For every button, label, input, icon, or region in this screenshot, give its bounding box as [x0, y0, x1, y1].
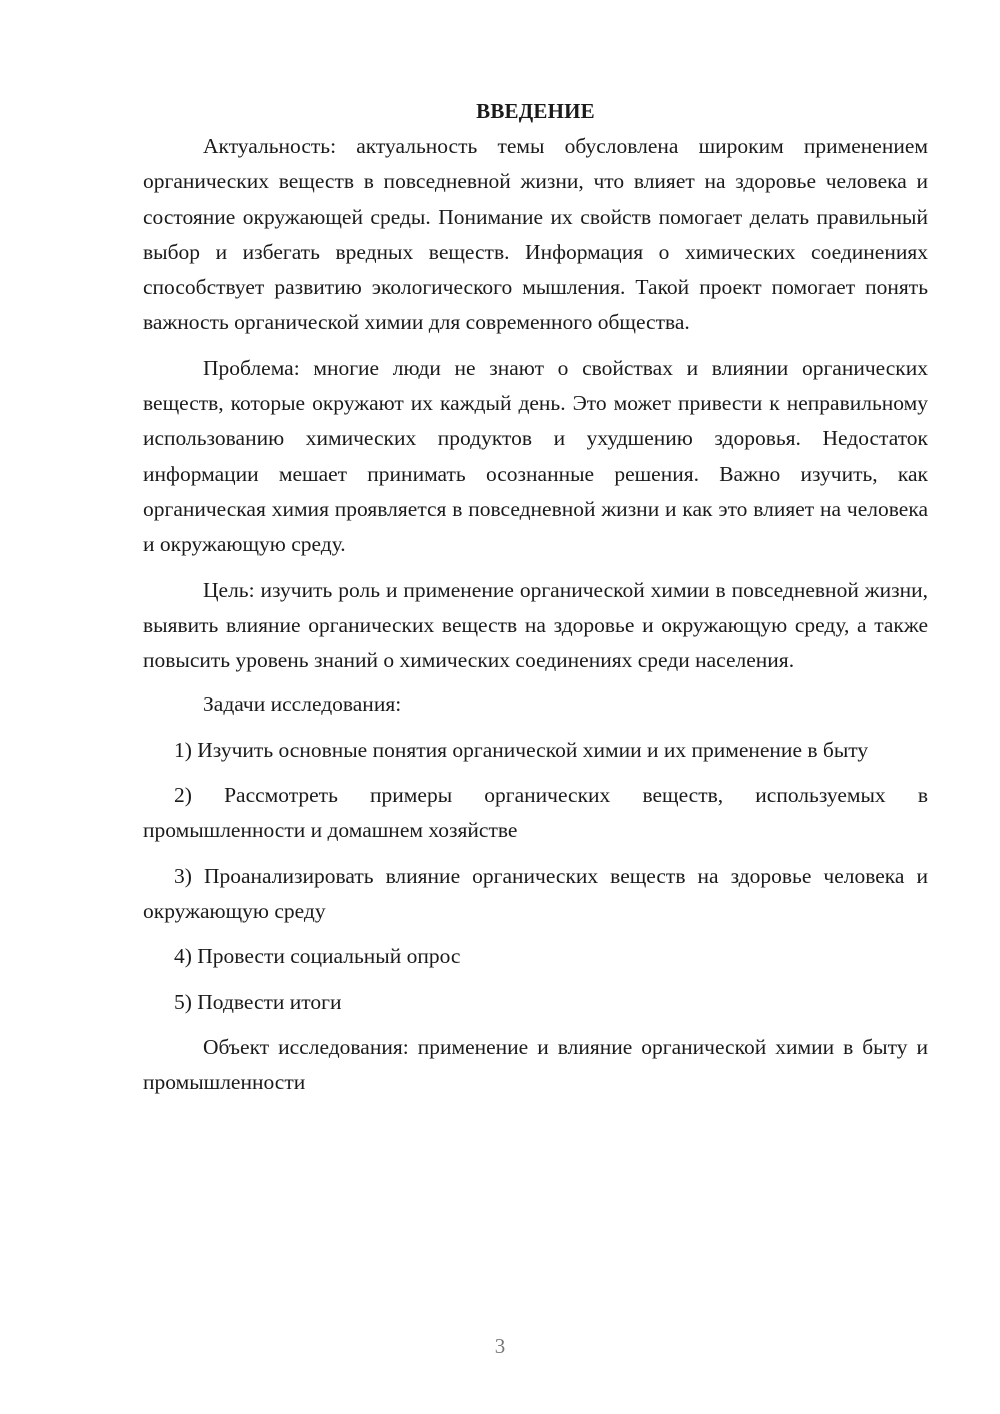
problem-paragraph: Проблема: многие люди не знают о свойствах и влиянии органических веществ, которые окружают их каждый день. Это может привести к неправильному использованию химических продуктов и ухудшению здоровья. Недостаток информации мешает принимать осознанные решения. Важно изучить, как органическая химия проявляется в повседневной жизни и как это влияет на человека и окружающую среду.	[143, 355, 928, 557]
task-item-3: 3) Проанализировать влияние органических веществ на здоровье человека и окружающую среду	[143, 863, 928, 923]
task-item-1: 1) Изучить основные понятия органической химии и их применение в быту	[174, 737, 869, 762]
tasks-heading: Задачи исследования:	[203, 692, 402, 717]
task-item-5: 5) Подвести итоги	[174, 989, 342, 1014]
task-item-4: 4) Провести социальный опрос	[174, 944, 461, 969]
object-paragraph: Объект исследования: применение и влияние органической химии в быту и промышленности	[143, 1034, 928, 1095]
page-number: 3	[494, 1334, 506, 1358]
page-title: ВВЕДЕНИЕ	[476, 99, 595, 123]
task-item-2: 2) Рассмотреть примеры органических веществ, используемых в промышленности и домашнем хозяйстве	[143, 783, 928, 843]
page-content	[143, 96, 928, 1100]
goal-paragraph: Цель: изучить роль и применение органической химии в повседневной жизни, выявить влияние органических веществ на здоровье и окружающую среду, а также повысить уровень знаний о химических соединениях среди населения.	[143, 577, 928, 673]
relevance-paragraph: Актуальность: актуальность темы обусловлена широким применением органических веществ в повседневной жизни, что влияет на здоровье человека и состояние окружающей среды. Понимание их свойств помогает делать правильный выбор и избегать вредных веществ. Информация о химических соединениях способствует развитию экологического мышления. Такой проект помогает понять важность органической химии для современного общества.	[143, 134, 928, 335]
